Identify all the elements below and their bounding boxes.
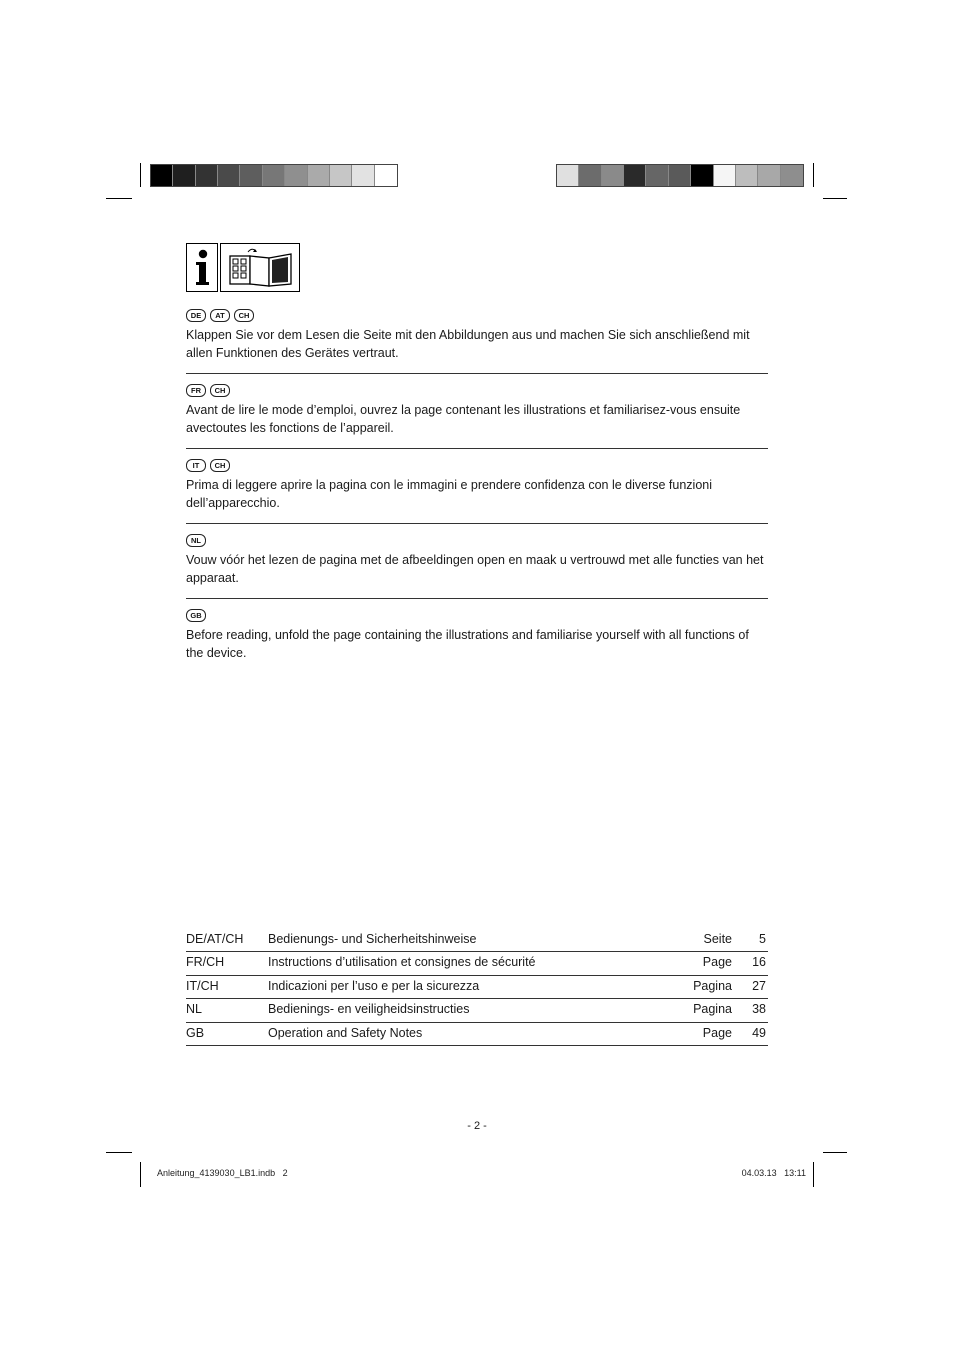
country-code-badge: DE	[186, 309, 206, 322]
language-section	[186, 533, 768, 587]
country-flags	[186, 533, 768, 547]
toc-row	[186, 976, 768, 999]
instruction-text: Prima di leggere aprire la pagina con le immagini e prendere confidenza con le diverse funzioni dell’apparecchio.	[186, 478, 712, 510]
color-swatch	[330, 165, 352, 186]
toc-language-code: DE/AT/CH	[186, 932, 244, 946]
country-flags	[186, 458, 768, 472]
toc-title: Indicazioni per l’uso e per la sicurezza	[268, 978, 480, 993]
country-code-badge: IT	[186, 459, 206, 472]
section-divider	[186, 523, 768, 524]
crop-mark	[106, 1152, 132, 1153]
color-swatch	[758, 165, 780, 186]
toc-page-number: 49	[752, 1025, 766, 1040]
crop-mark	[140, 163, 141, 187]
toc-language-code: IT/CH	[186, 978, 219, 993]
footer-datetime: 04.03.13 13:11	[741, 1168, 806, 1178]
toc-page-word: Seite	[703, 932, 732, 946]
toc-page-number: 16	[752, 955, 766, 970]
country-code-badge: GB	[186, 609, 206, 622]
color-swatch	[579, 165, 601, 186]
toc-page-word: Page	[702, 1025, 732, 1040]
table-of-contents	[186, 929, 768, 1046]
country-code-badge: AT	[210, 309, 230, 322]
toc-page-word: Pagina	[693, 978, 732, 993]
section-divider	[186, 448, 768, 449]
toc-row	[186, 929, 768, 952]
country-code-badge: CH	[210, 459, 230, 472]
color-swatch	[602, 165, 624, 186]
toc-row	[186, 952, 768, 975]
instruction-text: Avant de lire le mode d’emploi, ouvrez la page contenant les illustrations et familiarisez-vous ensuite avectoutes les fonctions de l’appareil.	[186, 403, 741, 435]
crop-mark	[813, 1162, 814, 1187]
color-swatch	[263, 165, 285, 186]
color-bar-left	[150, 164, 398, 187]
color-swatch	[557, 165, 579, 186]
toc-page-number: 38	[752, 1002, 766, 1017]
toc-row	[186, 999, 768, 1022]
color-swatch	[285, 165, 307, 186]
crop-mark	[106, 198, 132, 199]
language-section	[186, 608, 768, 662]
toc-page-word: Page	[702, 955, 732, 970]
color-swatch	[352, 165, 374, 186]
toc-page-number: 5	[759, 932, 766, 946]
color-swatch	[691, 165, 713, 186]
instruction-text: Before reading, unfold the page containing the illustrations and familiarise yourself with all functions of the device.	[186, 628, 749, 660]
toc-page-word: Pagina	[693, 1002, 732, 1017]
toc-language-code: NL	[186, 1002, 202, 1017]
toc-row	[186, 1023, 768, 1046]
toc-title: Bedienungs- und Sicherheitshinweise	[268, 932, 477, 946]
instruction-text: Klappen Sie vor dem Lesen die Seite mit den Abbildungen aus und machen Sie sich anschließend mit allen Funktionen des Gerätes vertraut.	[186, 328, 750, 360]
color-swatch	[218, 165, 240, 186]
country-flags	[186, 383, 768, 397]
country-code-badge: NL	[186, 534, 206, 547]
color-swatch	[308, 165, 330, 186]
language-section	[186, 383, 768, 437]
color-swatch	[714, 165, 736, 186]
color-swatch	[151, 165, 173, 186]
color-swatch	[646, 165, 668, 186]
instruction-text: Vouw vóór het lezen de pagina met de afbeeldingen open en maak u vertrouwd met alle functies van het apparaat.	[186, 553, 764, 585]
color-swatch	[375, 165, 397, 186]
crop-mark	[823, 198, 847, 199]
language-section	[186, 308, 768, 362]
section-divider	[186, 373, 768, 374]
color-swatch	[736, 165, 758, 186]
color-swatch	[240, 165, 262, 186]
color-bar-right	[556, 164, 804, 187]
country-flags	[186, 308, 768, 322]
country-code-badge: FR	[186, 384, 206, 397]
toc-title: Operation and Safety Notes	[268, 1025, 423, 1040]
toc-page-number: 27	[752, 978, 766, 993]
color-swatch	[781, 165, 803, 186]
country-code-badge: CH	[234, 309, 254, 322]
toc-language-code: FR/CH	[186, 955, 225, 970]
section-divider	[186, 598, 768, 599]
footer-filename: Anleitung_4139030_LB1.indb 2	[157, 1168, 288, 1178]
info-icon	[186, 243, 218, 292]
crop-mark	[813, 163, 814, 187]
toc-language-code: GB	[186, 1025, 205, 1040]
page-number: - 2 -	[467, 1120, 487, 1132]
country-flags	[186, 608, 768, 622]
color-swatch	[624, 165, 646, 186]
toc-title: Instructions d’utilisation et consignes de sécurité	[268, 955, 536, 970]
crop-mark	[140, 1162, 141, 1187]
toc-title: Bedienings- en veiligheidsinstructies	[268, 1002, 470, 1017]
color-swatch	[196, 165, 218, 186]
language-section	[186, 458, 768, 512]
country-code-badge: CH	[210, 384, 230, 397]
crop-mark	[823, 1152, 847, 1153]
color-swatch	[669, 165, 691, 186]
color-swatch	[173, 165, 195, 186]
fold-out-page-icon	[220, 243, 300, 292]
